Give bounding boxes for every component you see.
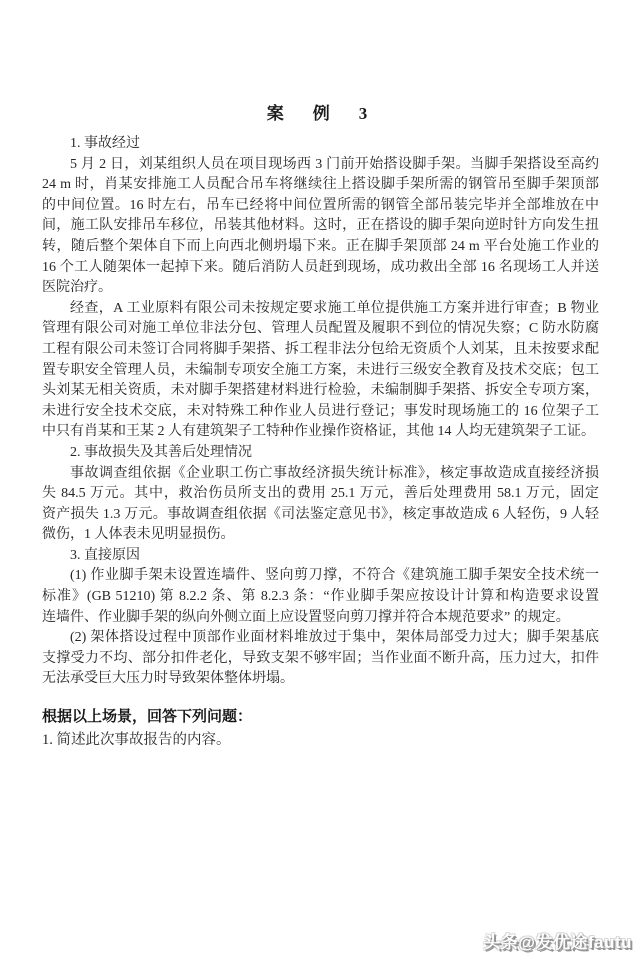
text-line: 24 m 时，肖某安排施工人员配合吊车将继续往上搭设脚手架所需的钢管吊至脚手架顶部 (42, 177, 599, 193)
text-line: 失 84.5 万元。其中，救治伤员所支出的费用 25.1 万元，善后处理费用 58.1 万元，固定 (42, 486, 599, 502)
text-line: 资产损失 1.3 万元。事故调查组依据《司法鉴定意见书》，核定事故造成 6 人轻伤，9 人轻 (42, 506, 599, 522)
text-line: 连墙件、作业脚手架的纵向外侧立面上应设置竖向剪刀撑并符合本规范要求” 的规定。 (42, 609, 570, 625)
text-line: 工程有限公司未签订合同将脚手架搭、拆工程非法分包给无资质个人刘某，且未按要求配 (42, 341, 599, 357)
watermark: 头条@发优途fautu (483, 933, 632, 952)
question-intro: 根据以上场景，回答下列问题： (42, 708, 253, 725)
text-line: 支撑受力不均、部分扣件老化，导致支架不够牢固；当作业面不断升高，压力过大，扣件 (42, 650, 599, 666)
text-line: 间，施工队安排吊车移位，吊装其他材料。这时，正在搭设的脚手架向逆时针方向发生扭 (42, 218, 599, 234)
question-block (42, 705, 599, 752)
text-line: 事故调查组依据《企业职工伤亡事故经济损失统计标准》，核定事故造成直接经济损 (70, 465, 599, 481)
text-line: 中只有肖某和王某 2 人有建筑架子工特种作业操作资格证，其他 14 人均无建筑架子工证。 (42, 424, 595, 440)
section-heading: 3. 直接原因 (70, 547, 140, 563)
text-line: 置专职安全管理人员，未编制专项安全施工方案，未进行三级安全教育及技术交底；包工 (42, 362, 599, 378)
text-line: 医院治疗。 (42, 280, 112, 296)
case-title: 案 例 3 (266, 104, 374, 123)
text-line: 无法承受巨大压力时导致架体整体坍塌。 (42, 671, 294, 687)
text-line: (1) 作业脚手架未设置连墙件、竖向剪刀撑，不符合《建筑施工脚手架安全技术统一 (70, 568, 599, 584)
text-line: 管理有限公司对施工单位非法分包、管理人员配置及履职不到位的情况失察；C 防水防腐 (42, 321, 599, 337)
text-line: 5 月 2 日，刘某组织人员在项目现场西 3 门前开始搭设脚手架。当脚手架搭设至高约 (70, 156, 599, 172)
section-heading: 2. 事故损失及其善后处理情况 (70, 444, 252, 460)
section-heading: 1. 事故经过 (70, 136, 140, 151)
text-line: 转，随后整个架体自下而上向西北侧坍塌下来。正在脚手架顶部 24 m 平台处施工作业的 (42, 238, 599, 254)
text-line: 标准》(GB 51210) 第 8.2.2 条、第 8.2.3 条：“作业脚手架应按设计计算和构造要求设置 (42, 589, 599, 605)
question-item: 1. 简述此次事故报告的内容。 (42, 732, 231, 748)
text-line: 未进行安全技术交底，未对特殊工种作业人员进行登记；事发时现场施工的 16 位架子工 (42, 403, 599, 419)
text-line: (2) 架体搭设过程中顶部作业面材料堆放过于集中，架体局部受力过大；脚手架基底 (70, 630, 599, 646)
text-line: 的中间位置。16 时左右，吊车已经将中间位置所需的钢管全部吊装完毕并全部堆放在中 (42, 197, 599, 213)
text-line: 头刘某无相关资质，未对脚手架搭建材料进行检验，未编制脚手架搭、拆安全专项方案， (42, 383, 599, 399)
document-body (42, 134, 599, 690)
text-line: 16 个工人随架体一起掉下来。随后消防人员赶到现场，成功救出全部 16 名现场工人并送 (42, 259, 599, 275)
text-line: 经查，A 工业原料有限公司未按规定要求施工单位提供施工方案并进行审查；B 物业 (70, 300, 599, 316)
text-line: 微伤，1 人体表未见明显损伤。 (42, 527, 235, 543)
